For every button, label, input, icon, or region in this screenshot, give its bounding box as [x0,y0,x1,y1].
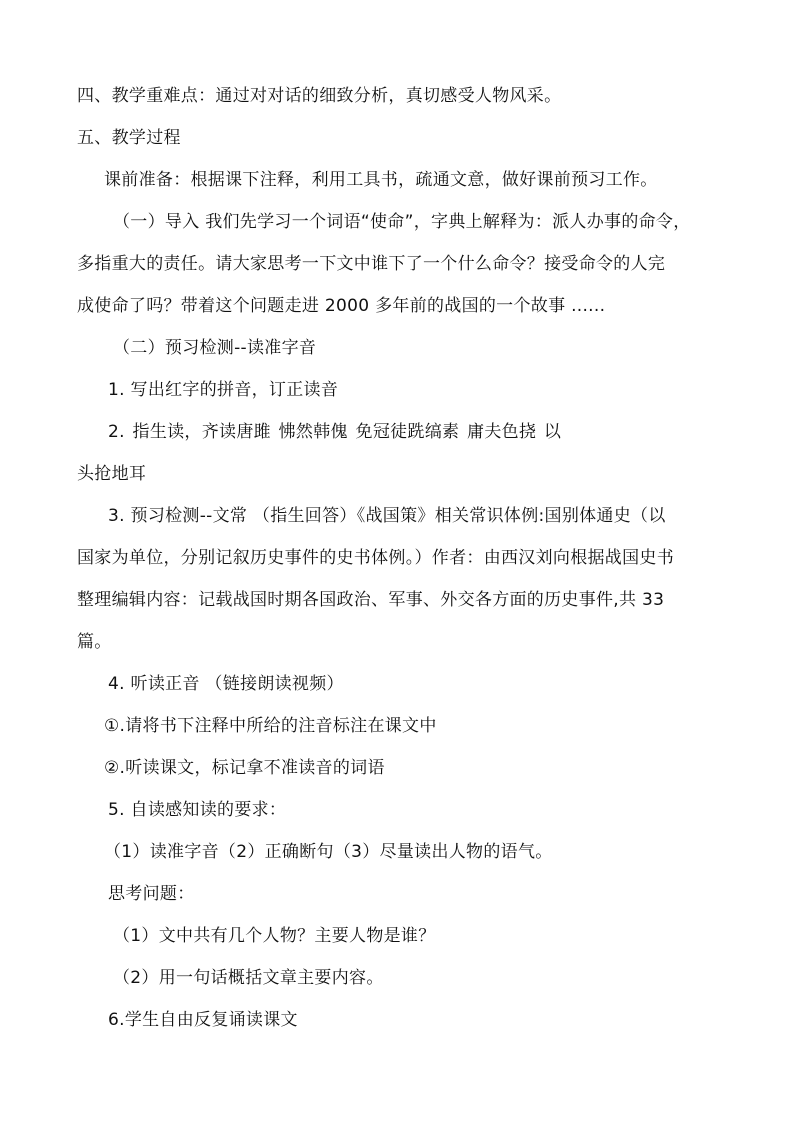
sub-item-circled-2: ②.听读课文，标记拿不准读音的词语 [104,758,385,778]
paragraph-intro-line-3: 成使命了吗？带着这个问题走进 2000 多年前的战国的一个故事 ...... [77,296,606,316]
subheading-preview-check: （二）预习检测--读准字音 [113,338,317,358]
list-item-6: 6.学生自由反复诵读课文 [108,1010,298,1030]
list-item-5: 5. 自读感知读的要求： [108,800,287,820]
list-item-3-line-4: 篇。 [77,632,112,652]
sub-item-circled-1: ①.请将书下注释中所给的注音标注在课文中 [104,716,437,736]
section-heading-process: 五、教学过程 [77,128,181,148]
section-heading-difficulty: 四、教学重难点：通过对对话的细致分析，真切感受人物风采。 [77,86,562,106]
list-item-3-line-2: 国家为单位，分别记叙历史事件的史书体例。）作者：由西汉刘向根据战国史书 [77,548,674,568]
list-item-4: 4. 听读正音 （链接朗读视频） [108,674,344,694]
list-item-1: 1. 写出红字的拼音，订正读音 [108,380,339,400]
paragraph-preparation: 课前准备：根据课下注释，利用工具书，疏通文意，做好课前预习工作。 [104,170,658,190]
reading-requirements: （1）读准字音（2）正确断句（3）尽量读出人物的语气。 [104,842,553,862]
question-2: （2）用一句话概括文章主要内容。 [113,968,384,988]
list-item-2-line-1: 2. 指生读，齐读唐雎 怫然韩傀 免冠徒跣缟素 庸夫色挠 以 [108,422,562,442]
think-questions-heading: 思考问题： [108,884,195,904]
list-item-3-line-1: 3. 预习检测--文常 （指生回答）《战国策》相关常识体例:国别体通史（以 [108,506,666,526]
list-item-2-line-2: 头抢地耳 [77,464,147,484]
list-item-3-line-3: 整理编辑内容：记载战国时期各国政治、军事、外交各方面的历史事件,共 33 [77,590,665,610]
paragraph-intro-line-1: （一）导入 我们先学习一个词语“使命”，字典上解释为：派人办事的命令， [113,212,691,232]
paragraph-intro-line-2: 多指重大的责任。请大家思考一下文中谁下了一个什么命令？接受命令的人完 [77,254,666,274]
question-1: （1）文中共有几个人物？主要人物是谁？ [113,926,436,946]
